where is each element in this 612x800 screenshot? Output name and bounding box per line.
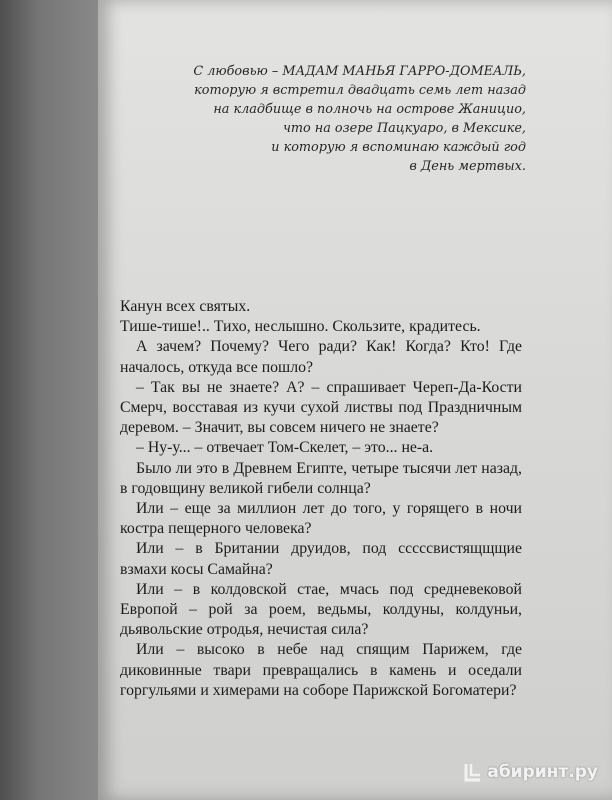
dedication <box>166 62 526 176</box>
dedication-line: на кладбище в полночь на острове Жаницио, <box>213 102 526 117</box>
labirint-logo-icon <box>463 762 483 782</box>
paragraph: – Ну-у... – отвечает Том-Скелет, – это... не-а. <box>136 439 434 457</box>
dedication-line: и которую я вспоминаю каждый год <box>271 140 526 155</box>
paragraph: Или – в Британии друидов, под сссссвистящщщие взмахи косы Самайна? <box>120 540 522 578</box>
labirint-watermark <box>463 758 598 786</box>
dedication-line: в День мертвых. <box>409 159 526 174</box>
left-background <box>0 0 100 800</box>
paragraph: Тише-тише!.. Тихо, неслышно. Скользите, крадитесь. <box>120 318 481 336</box>
dedication-line: которую я встретил двадцать семь лет назад <box>194 83 526 98</box>
main-text <box>120 297 522 701</box>
watermark-text: абиринт.ру <box>487 762 598 782</box>
paragraph: Было ли это в Древнем Египте, четыре тысячи лет назад, в годовщину великой гибели солнца? <box>120 459 522 497</box>
dedication-line: что на озере Пацкуаро, в Мексике, <box>282 121 526 136</box>
paragraph: Или – в колдовской стае, мчась под средневековой Европой – рой за роем, ведьмы, колдуны, колдуньи, дьявольские отродья, нечистая сила? <box>120 580 522 639</box>
paragraph: Или – еще за миллион лет до того, у горящего в ночи костра пещерного человека? <box>120 500 522 538</box>
paragraph: Или – высоко в небе над спящим Парижем, где диковинные твари превращались в камень и оседали горгульями и химерами на соборе Парижской Богоматери? <box>120 641 522 699</box>
paragraph: Канун всех святых. <box>120 298 251 315</box>
dedication-line: С любовью – МАДАМ МАНЬЯ ГАРРО-ДОМЕАЛЬ, <box>193 64 526 79</box>
paragraph: А зачем? Почему? Чего ради? Как! Когда? Кто! Где началось, откуда все пошло? <box>120 338 522 376</box>
paragraph: – Так вы не знаете? А? – спрашивает Череп-Да-Кости Смерч, восставая из кучи сухой листвы под Праздничным деревом. – Значит, вы совсем ничего не знаете? <box>120 378 522 437</box>
